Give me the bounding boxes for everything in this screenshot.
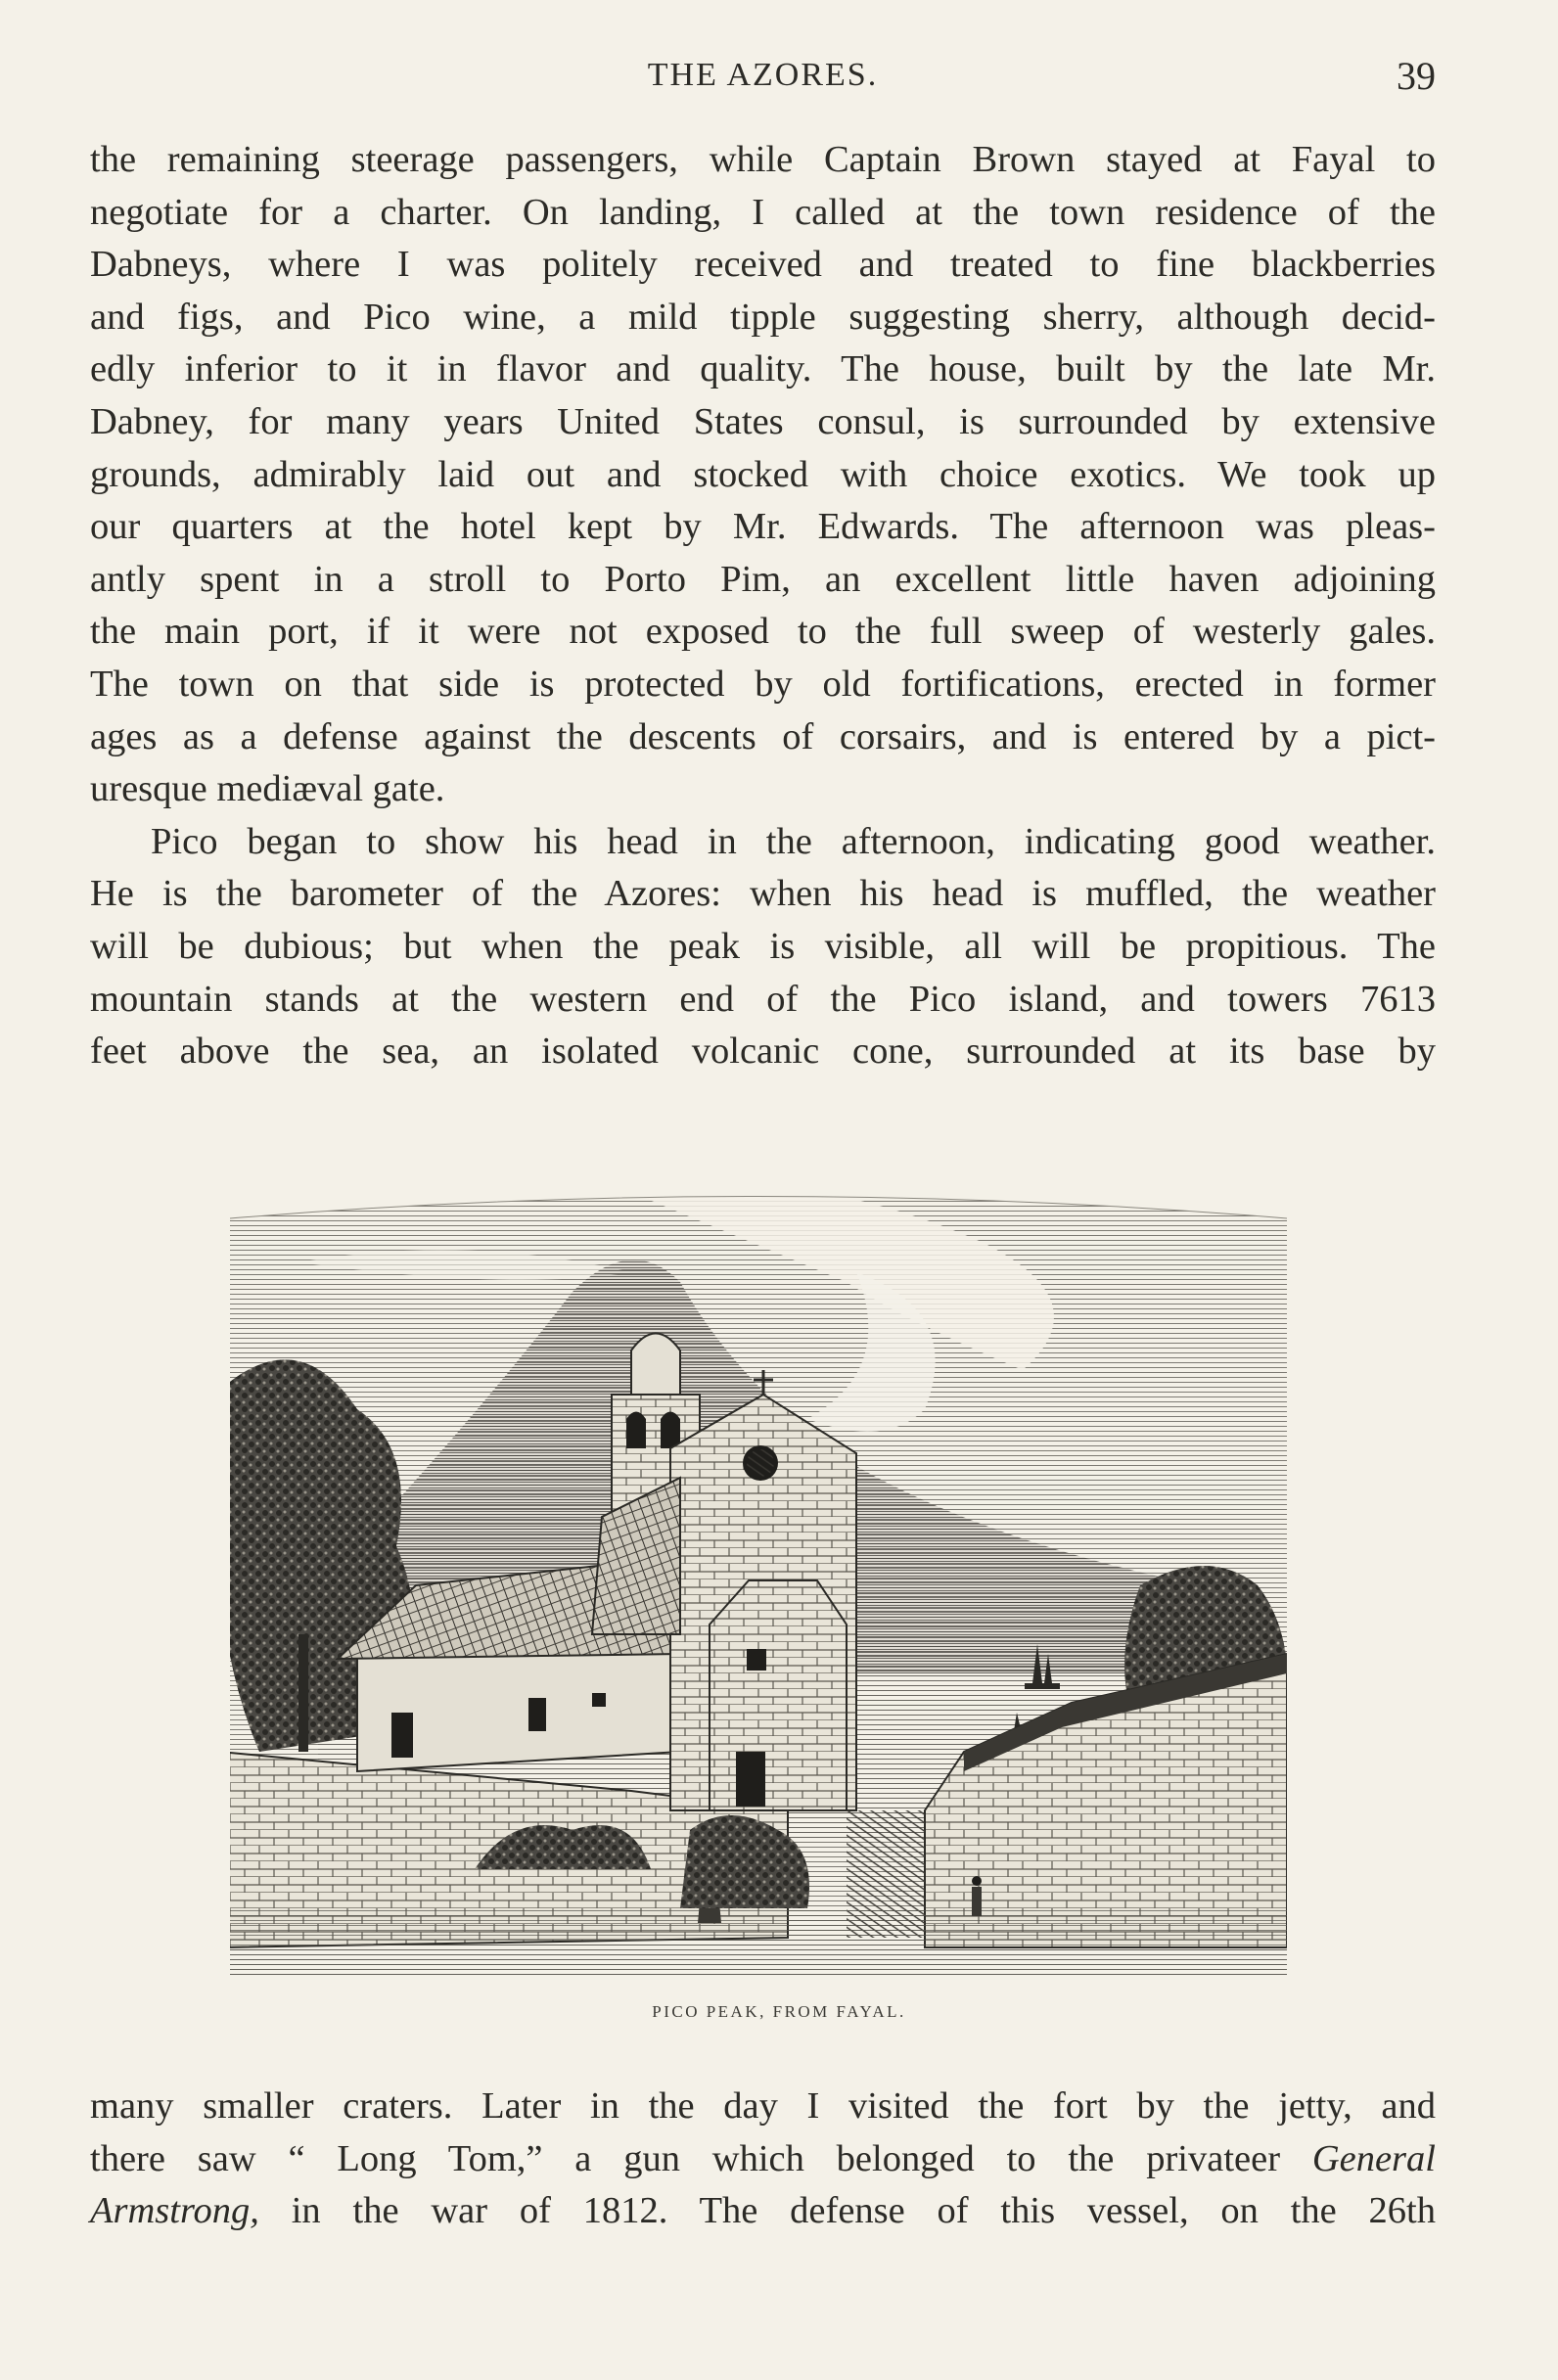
page-number: 39 [1397, 54, 1436, 98]
text-line: The town on that side is protected by old fortifications, erected in former [90, 663, 1436, 705]
text-line: our quarters at the hotel kept by Mr. Edwards. The afternoon was pleas- [90, 506, 1436, 548]
engraving-pico-peak [220, 1125, 1297, 1987]
text-line: many smaller craters. Later in the day I visited the fort by the jetty, and [90, 2085, 1436, 2127]
text-line: the main port, if it were not exposed to the full sweep of westerly gales. [90, 611, 1436, 653]
text-line: will be dubious; but when the peak is visible, all will be propitious. The [90, 925, 1436, 967]
text-line: grounds, admirably laid out and stocked with choice exotics. We took up [90, 453, 1436, 495]
text-line: ages as a defense against the descents of corsairs, and is entered by a pict- [90, 715, 1436, 757]
text-line: Dabneys, where I was politely received and treated to fine blackberries [90, 244, 1436, 286]
text-segment: there saw “ Long Tom,” a gun which belonged to the privateer [90, 2137, 1312, 2179]
text-line: He is the barometer of the Azores: when his head is muffled, the weather [90, 873, 1436, 915]
text-line: edly inferior to it in flavor and quality. The house, built by the late Mr. [90, 348, 1436, 390]
text-line: feet above the sea, an isolated volcanic cone, surrounded at its base by [90, 1030, 1436, 1073]
figure-person-icon [972, 1876, 982, 1916]
body-text-bottom [90, 2081, 1436, 2238]
running-head-title: THE AZORES. [647, 57, 879, 93]
running-head [90, 51, 1436, 100]
text-line: negotiate for a charter. On landing, I called at the town residence of the [90, 191, 1436, 233]
text-line: uresque mediæval gate. [90, 768, 445, 810]
text-line: Dabney, for many years United States consul, is surrounded by extensive [90, 400, 1436, 442]
text-line: mountain stands at the western end of the Pico island, and towers 7613 [90, 978, 1436, 1020]
text-line: the remaining steerage passengers, while Captain Brown stayed at Fayal to [90, 139, 1436, 180]
text-line [90, 2133, 1436, 2186]
text-line: Pico began to show his head in the afternoon, indicating good weather. [151, 820, 1436, 862]
text-segment: in the war of 1812. The defense of this vessel, on the 26th [258, 2190, 1436, 2232]
figure-caption: PICO PEAK, FROM FAYAL. [652, 2002, 906, 2021]
text-line: and figs, and Pico wine, a mild tipple suggesting sherry, although decid- [90, 296, 1436, 338]
text-line: antly spent in a stroll to Porto Pim, an excellent little haven adjoining [90, 558, 1436, 600]
body-text-top [90, 134, 1436, 1078]
ship-name-italic: Armstrong, [90, 2190, 259, 2232]
ship-name-italic: General [1311, 2137, 1436, 2179]
text-line [90, 2185, 1436, 2238]
